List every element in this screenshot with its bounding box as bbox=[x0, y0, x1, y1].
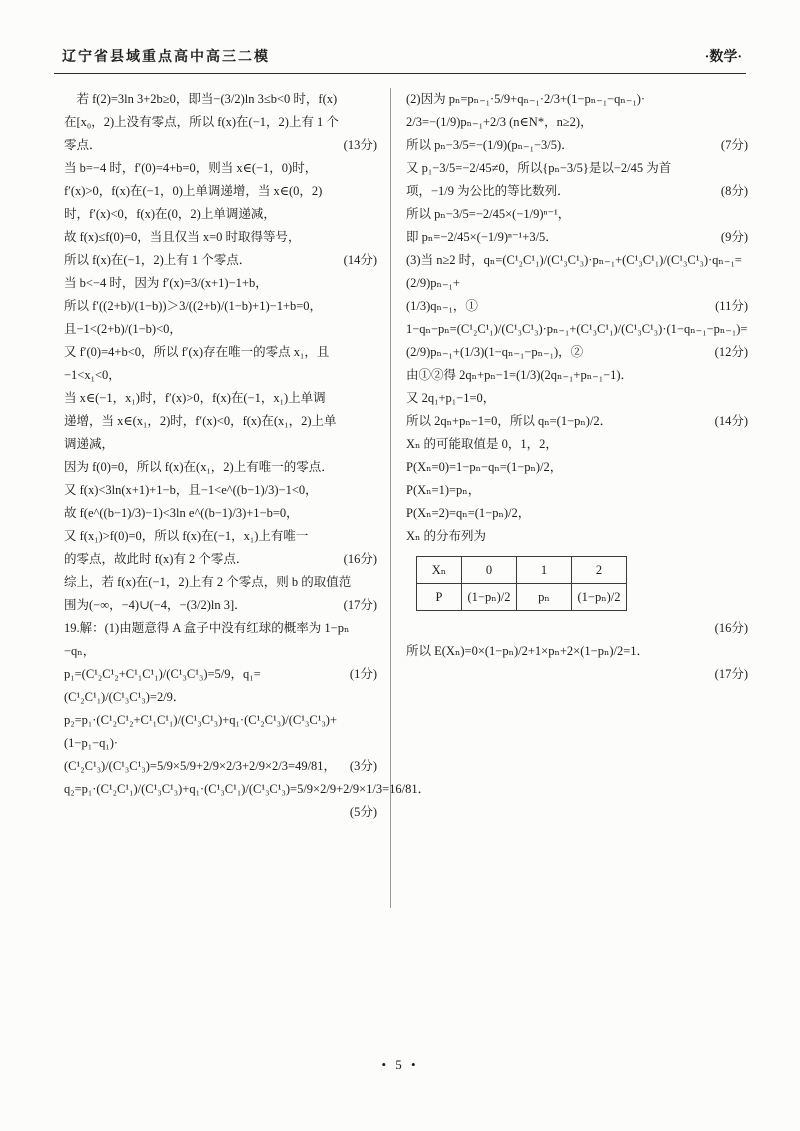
right-column-lines-after-table bbox=[406, 617, 748, 686]
line-text: 时，f′(x)<0，f(x)在(0，2)上单调递减， bbox=[64, 207, 276, 221]
line-text: (1/3)qₙ₋₁，① bbox=[406, 299, 478, 313]
text-line bbox=[64, 249, 377, 272]
text-line bbox=[64, 88, 377, 111]
text-line bbox=[64, 594, 377, 617]
table-row bbox=[417, 584, 627, 611]
text-line bbox=[406, 341, 748, 364]
line-text: q₂=p₁·(C¹₂C¹₁)/(C¹₃C¹₃)+q₁·(C¹₃C¹₁)/(C¹₃C¹₃)=5/9×2/9+2/9×1/3=16/81． bbox=[64, 782, 431, 796]
line-text: 即 pₙ=−2/45×(−1/9)ⁿ⁻¹+3/5． bbox=[406, 230, 558, 244]
text-line bbox=[406, 203, 748, 226]
line-text: 2/3=−(1/9)pₙ₋₁+2/3 (n∈N*，n≥2)， bbox=[406, 115, 593, 129]
text-line bbox=[64, 364, 377, 387]
text-line bbox=[64, 525, 377, 548]
text-line bbox=[406, 433, 748, 456]
text-line bbox=[406, 364, 748, 387]
line-text: 所以 f′((2+b)/(1−b))＞3/((2+b)/(1−b)+1)−1+b=0， bbox=[64, 299, 323, 313]
line-text: 所以 2qₙ+pₙ−1=0，所以 qₙ=(1−pₙ)/2． bbox=[406, 414, 613, 428]
text-line bbox=[64, 479, 377, 502]
text-line bbox=[406, 134, 748, 157]
text-line bbox=[64, 502, 377, 525]
score-label: (1分) bbox=[349, 667, 377, 681]
line-text: 因为 f(0)=0，所以 f(x)在(x₁，2)上有唯一的零点． bbox=[64, 460, 334, 474]
text-line bbox=[64, 640, 377, 663]
line-text: 由①②得 2qₙ+pₙ−1=(1/3)(2qₙ₋₁+pₙ₋₁−1)． bbox=[406, 368, 634, 382]
text-line bbox=[406, 617, 748, 640]
score-label: (16分) bbox=[714, 621, 748, 635]
text-line bbox=[406, 111, 748, 134]
text-line bbox=[406, 479, 748, 502]
line-text: 若 f(2)=3ln 3+2b≥0，即当−(3/2)ln 3≤b<0 时，f(x) bbox=[64, 92, 338, 106]
right-column-lines bbox=[406, 88, 748, 548]
exam-title: 辽宁省县域重点高中高三二模 bbox=[62, 50, 270, 65]
score-label: (13分) bbox=[343, 138, 377, 152]
text-line bbox=[406, 295, 748, 318]
text-line bbox=[64, 341, 377, 364]
text-line bbox=[406, 502, 748, 525]
text-line bbox=[64, 709, 377, 755]
score-label: (17分) bbox=[714, 667, 748, 681]
line-text: 又 2q₁+p₁−1=0， bbox=[406, 391, 496, 405]
subject-label: ·数学· bbox=[704, 50, 742, 65]
text-line bbox=[406, 387, 748, 410]
text-line bbox=[406, 318, 748, 341]
table-cell: (1−pₙ)/2 bbox=[462, 584, 517, 611]
text-line bbox=[406, 640, 748, 663]
text-line bbox=[406, 88, 748, 111]
table-cell: 0 bbox=[462, 557, 517, 584]
text-line bbox=[64, 203, 377, 226]
text-line bbox=[64, 410, 377, 433]
table-row bbox=[417, 557, 627, 584]
line-text: −1<x₁<0， bbox=[64, 368, 121, 382]
text-line bbox=[406, 410, 748, 433]
score-label: (9分) bbox=[720, 230, 748, 244]
line-text: (2)因为 pₙ=pₙ₋₁·5/9+qₙ₋₁·2/3+(1−pₙ₋₁−qₙ₋₁)· bbox=[406, 92, 646, 106]
line-text: 的零点，故此时 f(x)有 2 个零点． bbox=[64, 552, 249, 566]
line-text: (2/9)pₙ₋₁+(1/3)(1−qₙ₋₁−pₙ₋₁)，② bbox=[406, 345, 584, 359]
score-label: (14分) bbox=[714, 414, 748, 428]
text-line bbox=[406, 226, 748, 249]
text-line bbox=[406, 456, 748, 479]
line-text: P(Xₙ=0)=1−pₙ−qₙ=(1−pₙ)/2， bbox=[406, 460, 563, 474]
line-text: 零点． bbox=[64, 138, 102, 152]
text-line bbox=[406, 180, 748, 203]
line-text: p₂=p₁·(C¹₂C¹₂+C¹₁C¹₁)/(C¹₃C¹₃)+q₁·(C¹₂C¹₃)/(C¹₃C¹₃)+(1−p₁−q₁)· bbox=[64, 713, 338, 750]
line-text: 所以 pₙ−3/5=−(1/9)(pₙ₋₁−3/5)． bbox=[406, 138, 574, 152]
left-column bbox=[64, 88, 431, 908]
text-line bbox=[64, 387, 377, 410]
line-text: p₁=(C¹₂C¹₂+C¹₁C¹₁)/(C¹₃C¹₃)=5/9，q₁=(C¹₂C¹₁)/(C¹₃C¹₃)=2/9． bbox=[64, 667, 261, 704]
text-line bbox=[64, 272, 377, 295]
table-cell: pₙ bbox=[517, 584, 572, 611]
table-cell: Xₙ bbox=[417, 557, 462, 584]
line-text: Xₙ 的分布列为 bbox=[406, 529, 487, 543]
table-cell: (1−pₙ)/2 bbox=[572, 584, 627, 611]
line-text: 在[x₀，2)上没有零点，所以 f(x)在(−1，2)上有 1 个 bbox=[64, 115, 339, 129]
line-text: −qₙ， bbox=[64, 644, 96, 658]
text-line bbox=[64, 548, 377, 571]
line-text: 所以 pₙ−3/5=−2/45×(−1/9)ⁿ⁻¹， bbox=[406, 207, 571, 221]
text-line bbox=[406, 663, 748, 686]
line-text: P(Xₙ=2)=qₙ=(1−pₙ)/2， bbox=[406, 506, 531, 520]
table-cell: 2 bbox=[572, 557, 627, 584]
line-text: 递增，当 x∈(x₁，2)时，f′(x)<0，f(x)在(x₁，2)上单 bbox=[64, 414, 337, 428]
line-text: 又 p₁−3/5=−2/45≠0，所以{pₙ−3/5}是以−2/45 为首 bbox=[406, 161, 672, 175]
score-label: (17分) bbox=[343, 598, 377, 612]
right-column bbox=[390, 88, 748, 908]
line-text: 又 f′(0)=4+b<0，所以 f′(x)存在唯一的零点 x₁，且 bbox=[64, 345, 330, 359]
line-text: 综上，若 f(x)在(−1，2)上有 2 个零点，则 b 的取值范 bbox=[64, 575, 352, 589]
text-line bbox=[64, 755, 377, 778]
text-line bbox=[64, 111, 377, 134]
line-text: 且−1<(2+b)/(1−b)<0， bbox=[64, 322, 182, 336]
line-text: P(Xₙ=1)=pₙ， bbox=[406, 483, 481, 497]
score-label: (8分) bbox=[720, 184, 748, 198]
text-line bbox=[64, 226, 377, 249]
text-line bbox=[64, 295, 377, 318]
score-label: (16分) bbox=[343, 552, 377, 566]
line-text: 所以 f(x)在(−1，2)上有 1 个零点． bbox=[64, 253, 252, 267]
line-text: 围为(−∞，−4)∪(−4，−(3/2)ln 3]． bbox=[64, 598, 247, 612]
line-text: 项，−1/9 为公比的等比数列． bbox=[406, 184, 570, 198]
text-line bbox=[64, 456, 377, 479]
line-text: 所以 E(Xₙ)=0×(1−pₙ)/2+1×pₙ+2×(1−pₙ)/2=1． bbox=[406, 644, 650, 658]
text-line bbox=[64, 433, 377, 456]
score-label: (12分) bbox=[714, 345, 748, 359]
text-line bbox=[64, 180, 377, 203]
line-text: 1−qₙ−pₙ=(C¹₂C¹₁)/(C¹₃C¹₃)·pₙ₋₁+(C¹₃C¹₁)/(C¹₃C¹₃)·(1−qₙ₋₁−pₙ₋₁)= bbox=[406, 322, 748, 336]
line-text: 调递减， bbox=[64, 437, 115, 451]
text-line bbox=[64, 571, 377, 594]
line-text: 当 b<−4 时，因为 f′(x)=3/(x+1)−1+b， bbox=[64, 276, 268, 290]
text-line bbox=[406, 249, 748, 295]
text-line bbox=[64, 801, 377, 824]
line-text: 又 f(x)<3ln(x+1)+1−b，且−1<e^((b−1)/3)−1<0， bbox=[64, 483, 318, 497]
left-column-lines bbox=[64, 88, 431, 824]
text-line bbox=[64, 157, 377, 180]
line-text: 19.解：(1)由题意得 A 盒子中没有红球的概率为 1−pₙ bbox=[64, 621, 350, 635]
line-text: 又 f(x₁)>f(0)=0，所以 f(x)在(−1，x₁)上有唯一 bbox=[64, 529, 309, 543]
text-line bbox=[64, 318, 377, 341]
score-label: (3分) bbox=[349, 759, 377, 773]
distribution-table bbox=[416, 556, 627, 611]
line-text: 故 f(e^((b−1)/3)−1)<3ln e^((b−1)/3)+1−b=0， bbox=[64, 506, 299, 520]
score-label: (14分) bbox=[343, 253, 377, 267]
table-cell: 1 bbox=[517, 557, 572, 584]
line-text: 故 f(x)≤f(0)=0，当且仅当 x=0 时取得等号， bbox=[64, 230, 301, 244]
line-text: Xₙ 的可能取值是 0，1，2， bbox=[406, 437, 558, 451]
text-line bbox=[64, 134, 377, 157]
table-cell: P bbox=[417, 584, 462, 611]
score-label: (7分) bbox=[720, 138, 748, 152]
line-text: 当 b=−4 时，f′(0)=4+b=0，则当 x∈(−1，0)时， bbox=[64, 161, 318, 175]
line-text: (3)当 n≥2 时，qₙ=(C¹₂C¹₁)/(C¹₃C¹₃)·pₙ₋₁+(C¹₃C¹₁)/(C¹₃C¹₃)·qₙ₋₁=(2/9)pₙ₋₁+ bbox=[406, 253, 742, 290]
line-text: 当 x∈(−1，x₁)时，f′(x)>0，f(x)在(−1，x₁)上单调 bbox=[64, 391, 326, 405]
score-label: (11分) bbox=[715, 299, 748, 313]
text-line bbox=[406, 157, 748, 180]
text-line bbox=[406, 525, 748, 548]
score-label: (5分) bbox=[349, 805, 377, 819]
two-column-body bbox=[0, 74, 800, 908]
page-number: • 5 • bbox=[381, 1057, 419, 1072]
line-text: (C¹₂C¹₃)/(C¹₃C¹₃)=5/9×5/9+2/9×2/3+2/9×2/3=49/81， bbox=[64, 759, 337, 773]
text-line bbox=[64, 778, 431, 801]
text-line bbox=[64, 663, 377, 709]
text-line bbox=[64, 617, 377, 640]
line-text: f′(x)>0，f(x)在(−1，0)上单调递增，当 x∈(0，2) bbox=[64, 184, 323, 198]
page-header bbox=[0, 0, 800, 66]
